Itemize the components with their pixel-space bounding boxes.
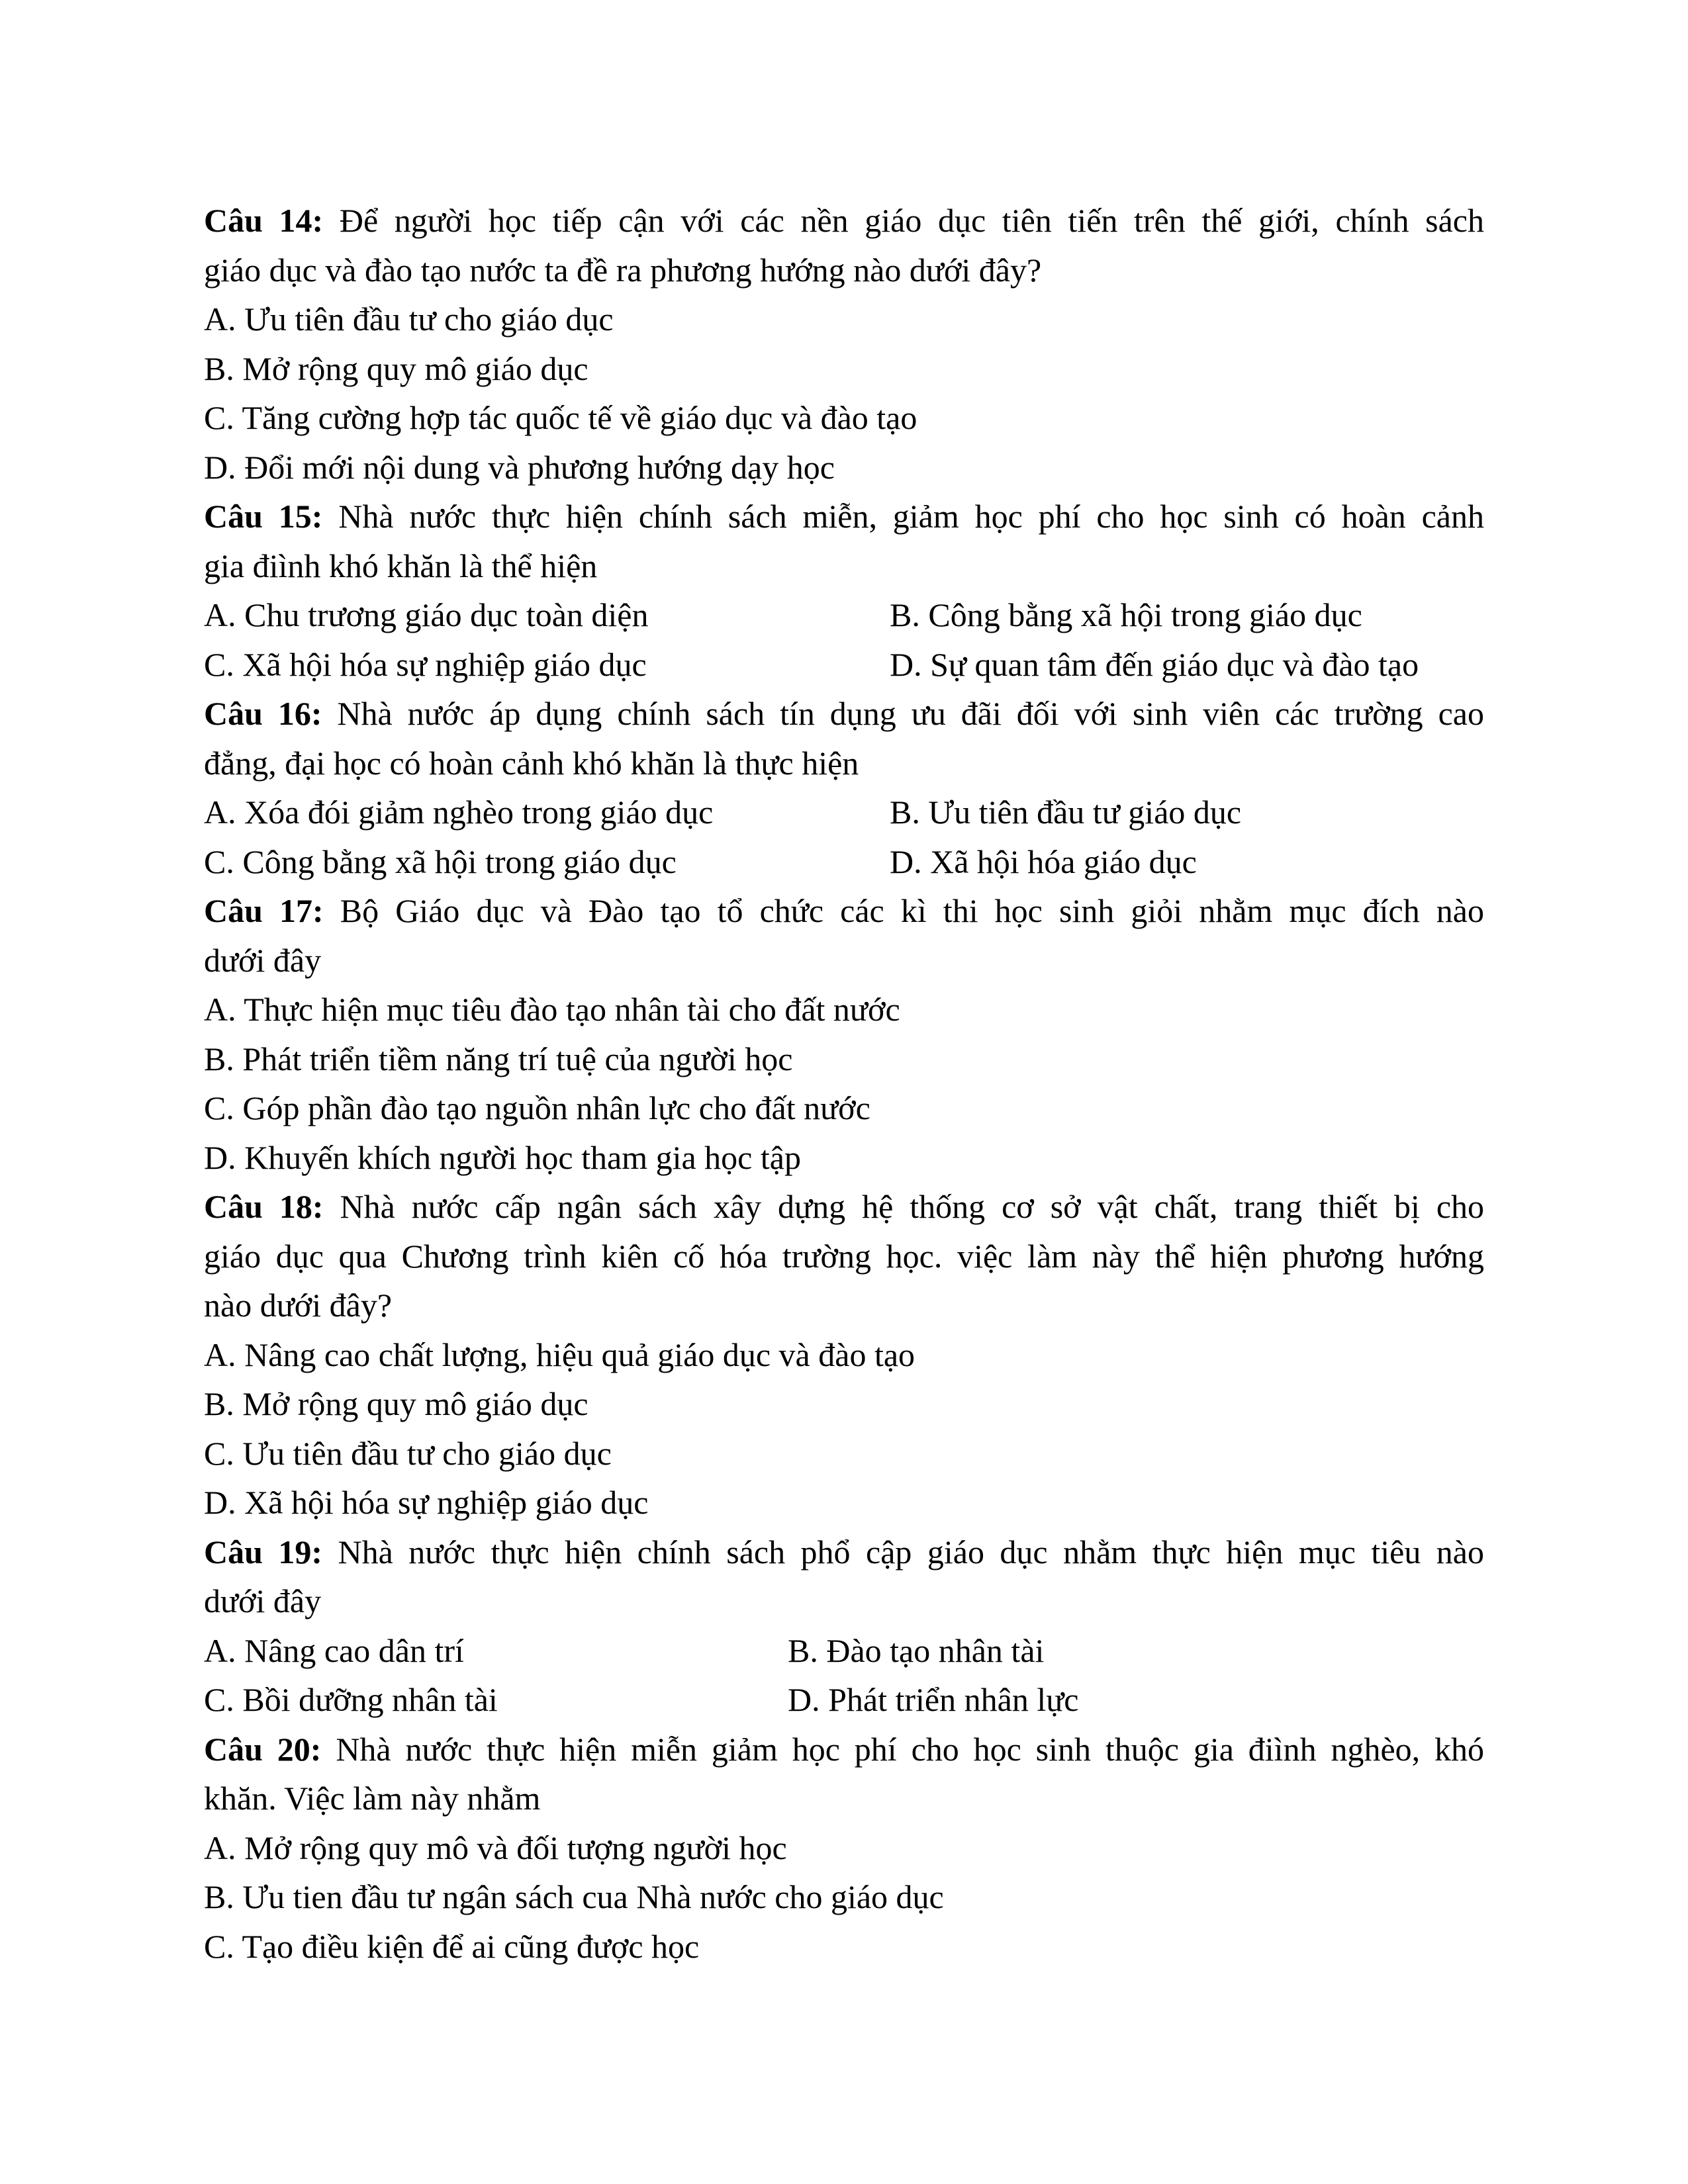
stem-text: gia điình khó khăn là thể hiện [204,547,598,584]
answer-option-b: B. Mở rộng quy mô giáo dục [204,349,588,387]
answer-option-c: C. Góp phần đào tạo nguồn nhân lực cho đất nước [204,1089,870,1126]
question-stem [204,1182,1484,1232]
question-stem [204,689,1484,739]
answer-option-a: A. Ưu tiên đầu tư cho giáo dục [204,300,614,338]
answer-row [204,1675,1484,1725]
question-number: Câu 14: [204,202,324,239]
answer-option-a: A. Nâng cao dân trí [204,1631,464,1669]
stem-text: dưới đây [204,941,322,979]
answer-option-a: A. Thực hiện mục tiêu đào tạo nhân tài cho đất nước [204,991,900,1028]
question-14 [204,196,1484,492]
answer-option-c: C. Tạo điều kiện để ai cũng được học [204,1927,700,1965]
question-stem [204,1725,1484,1774]
answer-option-a: A. Nâng cao chất lượng, hiệu quả giáo dục và đào tạo [204,1336,915,1373]
answer-row [204,788,1484,837]
answer-option-b: B. Công bằng xã hội trong giáo dục [890,596,1362,633]
question-number: Câu 19: [204,1533,323,1570]
stem-text: khăn. Việc làm này nhằm [204,1780,541,1817]
answer-option-d: D. Xã hội hóa giáo dục [890,842,1197,880]
question-stem [204,886,1484,936]
stem-text: giáo dục và đào tạo nước ta đề ra phương hướng nào dưới đây? [204,251,1042,289]
answer-option-c: C. Xã hội hóa sự nghiệp giáo dục [204,645,647,683]
answer-option-a: A. Xóa đói giảm nghèo trong giáo dục [204,794,714,831]
answer-option-c: C. Công bằng xã hội trong giáo dục [204,842,677,880]
stem-text: đẳng, đại học có hoàn cảnh khó khăn là thực hiện [204,744,859,782]
question-stem [204,196,1484,246]
answer-row [204,1626,1484,1676]
stem-text: Nhà nước cấp ngân sách xây dựng hệ thống cơ sở vật chất, trang thiết bị cho [340,1188,1485,1225]
stem-text: Nhà nước áp dụng chính sách tín dụng ưu đãi đối với sinh viên các trường cao [337,695,1484,732]
question-stem [204,492,1484,541]
question-19 [204,1527,1484,1725]
stem-text: Bộ Giáo dục và Đào tạo tổ chức các kì thi học sinh giỏi nhằm mục đích nào [340,892,1484,929]
answer-option-d: D. Sự quan tâm đến giáo dục và đào tạo [890,645,1419,683]
stem-text: dưới đây [204,1582,322,1619]
question-number: Câu 15: [204,498,323,535]
question-17 [204,886,1484,1182]
question-15 [204,492,1484,689]
answer-option-c: C. Tăng cường hợp tác quốc tế về giáo dục và đào tạo [204,399,917,436]
answer-option-a: A. Mở rộng quy mô và đối tượng người học [204,1829,787,1866]
answer-option-d: D. Phát triển nhân lực [788,1681,1079,1718]
answer-row [204,640,1484,690]
question-16 [204,689,1484,886]
answer-option-b: B. Phát triển tiềm năng trí tuệ của người học [204,1040,793,1077]
answer-option-d: D. Xã hội hóa sự nghiệp giáo dục [204,1484,649,1521]
question-number: Câu 18: [204,1188,324,1225]
answer-option-b: B. Mở rộng quy mô giáo dục [204,1385,588,1422]
question-20 [204,1725,1484,1972]
stem-text: nào dưới đây? [204,1287,393,1324]
answer-option-d: D. Khuyến khích người học tham gia học tập [204,1138,801,1176]
stem-text: Nhà nước thực hiện chính sách phổ cập giáo dục nhằm thực hiện mục tiêu nào [338,1533,1484,1570]
question-18 [204,1182,1484,1527]
answer-option-b: B. Ưu tiên đầu tư giáo dục [890,794,1242,831]
stem-text: Nhà nước thực hiện chính sách miễn, giảm học phí cho học sinh có hoàn cảnh [338,498,1484,535]
answer-row [204,590,1484,640]
exam-page [204,196,1484,1971]
answer-option-b: B. Ưu tien đầu tư ngân sách cua Nhà nước cho giáo dục [204,1878,944,1915]
question-stem [204,1527,1484,1577]
answer-option-b: B. Đào tạo nhân tài [788,1631,1045,1669]
answer-option-a: A. Chu trương giáo dục toàn diện [204,596,649,633]
question-number: Câu 17: [204,892,324,929]
answer-option-d: D. Đổi mới nội dung và phương hướng dạy học [204,448,835,486]
stem-text: giáo dục qua Chương trình kiên cố hóa trường học. việc làm này thể hiện phương hướng [204,1237,1484,1275]
answer-option-c: C. Bồi dưỡng nhân tài [204,1681,498,1718]
answer-option-c: C. Ưu tiên đầu tư cho giáo dục [204,1434,612,1472]
answer-row [204,837,1484,887]
question-number: Câu 20: [204,1730,322,1768]
stem-text: Để người học tiếp cận với các nền giáo dục tiên tiến trên thế giới, chính sách [339,202,1484,239]
question-number: Câu 16: [204,695,322,732]
stem-text: Nhà nước thực hiện miễn giảm học phí cho học sinh thuộc gia điình nghèo, khó [336,1730,1484,1768]
